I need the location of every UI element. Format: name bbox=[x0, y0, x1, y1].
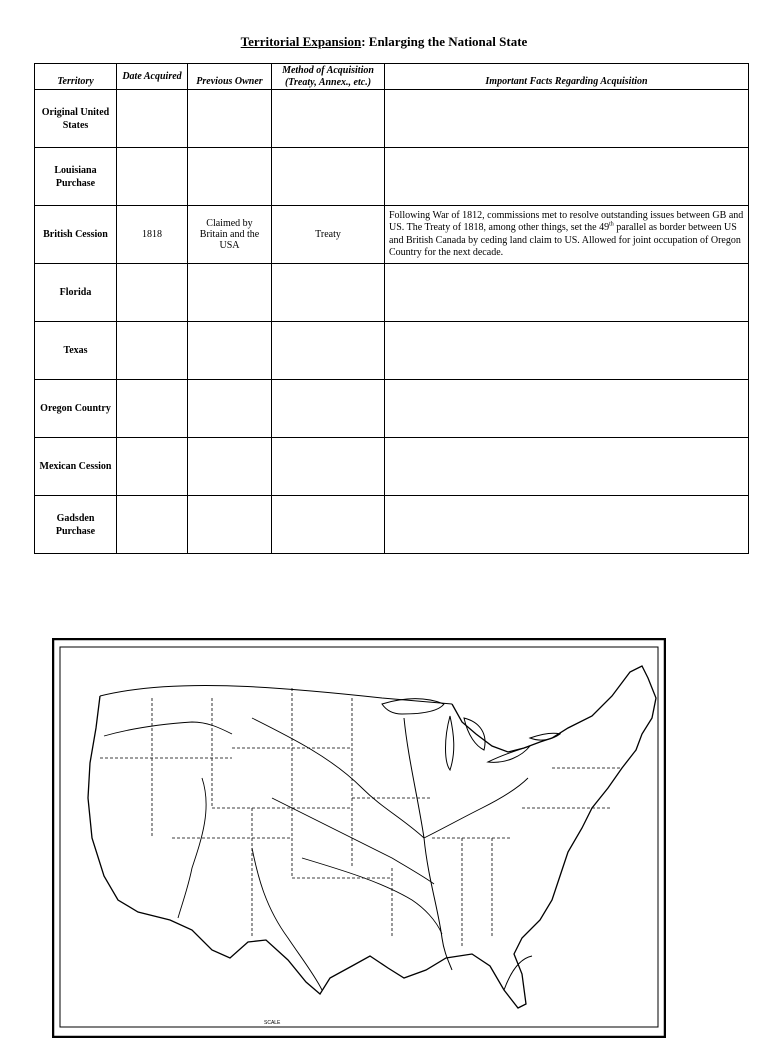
title-underlined: Territorial Expansion bbox=[240, 34, 362, 49]
table-row bbox=[35, 206, 749, 264]
facts-cell[interactable] bbox=[385, 148, 749, 206]
rio-grande bbox=[252, 848, 322, 990]
facts-cell[interactable] bbox=[385, 322, 749, 380]
state-boundaries bbox=[100, 688, 622, 948]
lake-erie bbox=[488, 746, 530, 762]
table-row bbox=[35, 264, 749, 322]
territory-cell: Texas bbox=[35, 322, 117, 380]
facts-cell[interactable] bbox=[385, 438, 749, 496]
date-cell[interactable] bbox=[117, 496, 188, 554]
method-cell[interactable] bbox=[272, 380, 385, 438]
facts-cell[interactable] bbox=[385, 496, 749, 554]
owner-cell[interactable] bbox=[188, 380, 272, 438]
colorado-river bbox=[178, 778, 206, 918]
header-row bbox=[35, 64, 749, 90]
header-date: Date Acquired bbox=[117, 64, 188, 90]
method-cell[interactable] bbox=[272, 264, 385, 322]
us-outline-map bbox=[52, 638, 666, 1038]
territory-cell: Oregon Country bbox=[35, 380, 117, 438]
header-territory: Territory bbox=[35, 64, 117, 90]
table-row bbox=[35, 438, 749, 496]
territory-table bbox=[34, 63, 749, 554]
method-cell[interactable] bbox=[272, 322, 385, 380]
facts-cell[interactable] bbox=[385, 264, 749, 322]
lake-michigan bbox=[446, 716, 454, 770]
owner-cell[interactable] bbox=[188, 264, 272, 322]
map-frame-inner bbox=[60, 647, 658, 1027]
owner-cell[interactable] bbox=[188, 148, 272, 206]
header-owner: Previous Owner bbox=[188, 64, 272, 90]
mississippi-river bbox=[404, 718, 452, 970]
missouri-river bbox=[252, 718, 424, 838]
date-cell[interactable] bbox=[117, 438, 188, 496]
facts-text-part1: Following War of 1812, commissions met to resolve outstanding issues between GB and US. The Treaty of 1818, among other things, set the 49 bbox=[389, 209, 744, 233]
territory-cell: Mexican Cession bbox=[35, 438, 117, 496]
owner-cell[interactable] bbox=[188, 496, 272, 554]
columbia-river bbox=[104, 722, 232, 736]
lake-ontario bbox=[530, 733, 560, 740]
method-cell[interactable] bbox=[272, 438, 385, 496]
method-cell[interactable] bbox=[272, 496, 385, 554]
owner-cell[interactable] bbox=[188, 438, 272, 496]
facts-text-part2: parallel as border between US and British Canada by ceding land claim to US. Allowed for joint occupation of Oregon Country for the next decade. bbox=[389, 222, 741, 258]
map-frame-outer bbox=[53, 639, 665, 1037]
table-row bbox=[35, 148, 749, 206]
territory-cell: Original United States bbox=[35, 90, 117, 148]
lake-huron bbox=[464, 718, 485, 750]
method-cell[interactable] bbox=[272, 148, 385, 206]
owner-cell[interactable] bbox=[188, 90, 272, 148]
red-river bbox=[302, 858, 442, 934]
facts-cell[interactable] bbox=[385, 90, 749, 148]
table-row bbox=[35, 496, 749, 554]
canada-border-line bbox=[100, 685, 452, 704]
territory-cell: British Cession bbox=[35, 206, 117, 264]
page-title bbox=[0, 34, 768, 50]
date-cell[interactable]: 1818 bbox=[117, 206, 188, 264]
date-cell[interactable] bbox=[117, 90, 188, 148]
arkansas-river bbox=[272, 798, 434, 884]
table-row bbox=[35, 90, 749, 148]
owner-cell[interactable]: Claimed by Britain and the USA bbox=[188, 206, 272, 264]
territory-cell: Florida bbox=[35, 264, 117, 322]
territory-cell: Louisiana Purchase bbox=[35, 148, 117, 206]
method-cell[interactable]: Treaty bbox=[272, 206, 385, 264]
table-row bbox=[35, 322, 749, 380]
territory-cell: Gadsden Purchase bbox=[35, 496, 117, 554]
date-cell[interactable] bbox=[117, 148, 188, 206]
ohio-river bbox=[424, 778, 528, 838]
table-row bbox=[35, 380, 749, 438]
country-outline bbox=[88, 666, 656, 1008]
map-scale-label: SCALE bbox=[264, 1020, 281, 1026]
title-rest: : Enlarging the National State bbox=[361, 34, 528, 49]
facts-superscript: th bbox=[609, 221, 614, 228]
header-facts: Important Facts Regarding Acquisition bbox=[385, 64, 749, 90]
facts-cell[interactable] bbox=[385, 380, 749, 438]
owner-cell[interactable] bbox=[188, 322, 272, 380]
date-cell[interactable] bbox=[117, 322, 188, 380]
facts-cell[interactable] bbox=[385, 206, 749, 264]
date-cell[interactable] bbox=[117, 264, 188, 322]
date-cell[interactable] bbox=[117, 380, 188, 438]
header-method: Method of Acquisition (Treaty, Annex., etc.) bbox=[272, 64, 385, 90]
florida-peninsula bbox=[504, 956, 532, 990]
method-cell[interactable] bbox=[272, 90, 385, 148]
